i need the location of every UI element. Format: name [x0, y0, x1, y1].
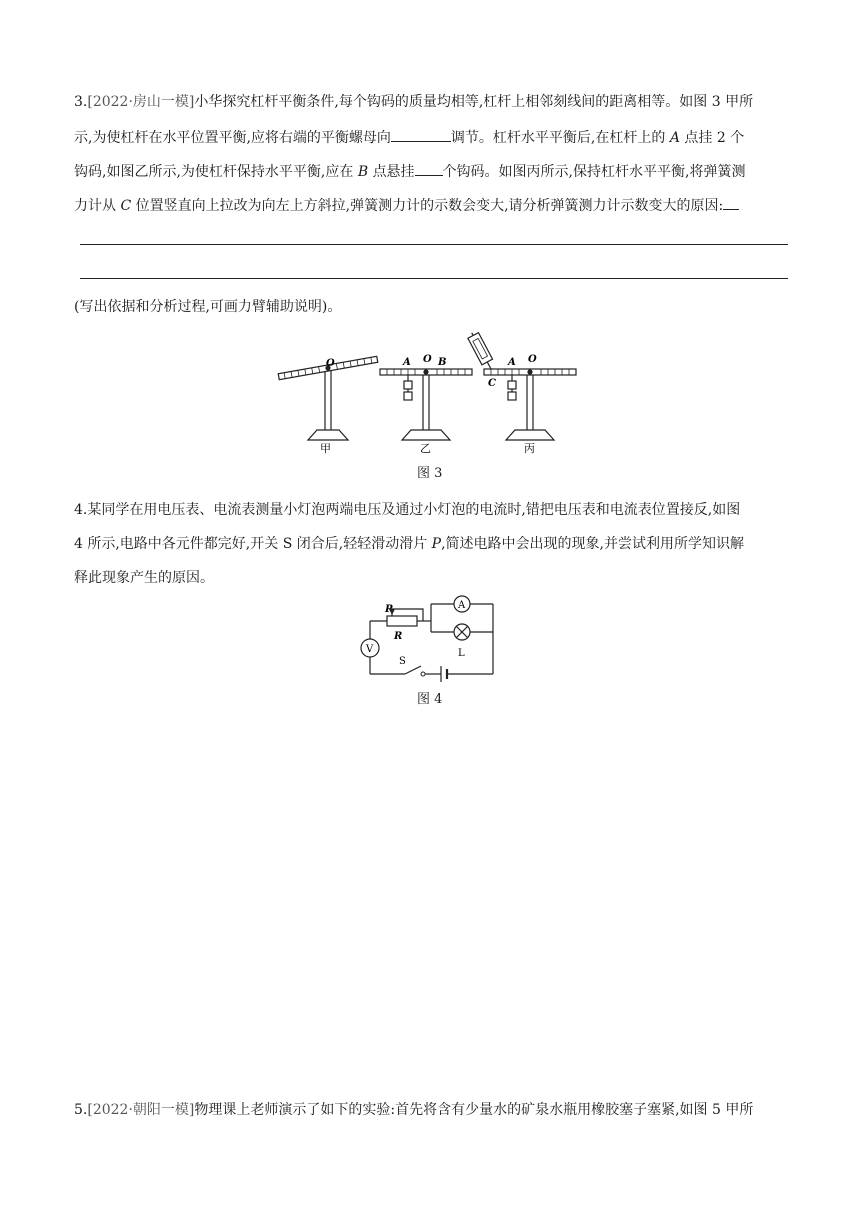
fig4-label-p: P — [385, 604, 393, 615]
q3-line-1 — [74, 92, 753, 112]
q3-var-a: A — [669, 130, 680, 146]
q3-var-b: B — [357, 164, 369, 180]
q3-line-2 — [74, 126, 744, 148]
q3-text-4b: 位置竖直向上拉改为向左上方斜拉,弹簧测力计的示数会变大,请分析弹簧测力计示数变大的原因: — [135, 198, 724, 214]
fig3-bing-label-c: C — [488, 378, 496, 389]
q5-source: [2022·朝阳一模] — [87, 1102, 195, 1118]
lever-bing — [466, 330, 576, 440]
fig3-jia-label-o: O — [326, 358, 335, 369]
q4-var-p: P — [431, 536, 442, 552]
q3-answer-line-1[interactable] — [80, 244, 788, 245]
figure-3 — [270, 328, 590, 456]
q3-blank-direction[interactable] — [391, 126, 451, 142]
q3-text-1: 小华探究杠杆平衡条件,每个钩码的质量均相等,杠杆上相邻刻线间的距离相等。如图 3 甲所 — [194, 94, 754, 110]
q3-text-4a: 力计从 — [74, 198, 116, 214]
q3-line-3 — [74, 160, 745, 182]
q3-line-4 — [74, 194, 739, 216]
q3-text-2b: 调节。杠杆水平平衡后,在杠杆上的 — [450, 130, 666, 146]
q3-text-2a: 示,为使杠杆在水平位置平衡,应将右端的平衡螺母向 — [74, 130, 391, 146]
q4-line-3: 释此现象产生的原因。 — [74, 570, 214, 586]
fig3-bing-label-o: O — [528, 354, 537, 365]
q3-answer-line-2[interactable] — [80, 278, 788, 279]
fig3-sub-jia: 甲 — [320, 442, 331, 455]
fig3-yi-label-a: A — [403, 357, 411, 368]
fig4-label-a: A — [458, 600, 466, 611]
q3-text-3b: 点悬挂 — [372, 164, 415, 180]
q3-blank-count[interactable] — [415, 160, 443, 176]
q5-text-1: 物理课上老师演示了如下的实验:首先将含有少量水的矿泉水瓶用橡胶塞子塞紧,如图 5 甲所 — [194, 1102, 754, 1118]
fig3-sub-yi: 乙 — [420, 442, 431, 455]
q3-number: 3. — [74, 94, 88, 110]
q3-note: (写出依据和分析过程,可画力臂辅助说明)。 — [74, 299, 342, 315]
q3-var-c: C — [120, 198, 132, 214]
fig4-label-s: S — [399, 656, 406, 667]
fig3-bing-label-a: A — [508, 357, 516, 368]
figure-3-caption: 图 3 — [417, 466, 443, 481]
fig3-sub-bing: 丙 — [524, 442, 535, 455]
figure-4-caption: 图 4 — [417, 692, 443, 707]
fig3-yi-label-o: O — [423, 354, 432, 365]
q4-text-2b: ,简述电路中会出现的现象,并尝试利用所学知识解 — [441, 536, 744, 552]
q5-line-1 — [74, 1100, 753, 1120]
q3-text-3c: 个钩码。如图丙所示,保持杠杆水平平衡,将弹簧测 — [442, 164, 746, 180]
q4-text-2a: 4 所示,电路中各元件都完好,开关 S 闭合后,轻轻滑动滑片 — [74, 536, 428, 552]
fig4-label-r: R — [394, 631, 403, 642]
q4-line-1: 4.某同学在用电压表、电流表测量小灯泡两端电压及通过小灯泡的电流时,错把电压表和电流表位置接反,如图 — [74, 502, 741, 518]
q4-line-2 — [74, 534, 744, 554]
lever-yi — [380, 369, 472, 440]
q3-text-2c: 点挂 2 个 — [684, 130, 745, 146]
figure-4 — [355, 592, 505, 682]
q3-blank-reason-start[interactable] — [723, 194, 739, 210]
q5-number: 5. — [74, 1102, 88, 1118]
fig4-label-l: L — [458, 648, 465, 659]
fig3-yi-label-b: B — [438, 357, 447, 368]
q3-source: [2022·房山一模] — [87, 94, 195, 110]
q3-text-3a: 钩码,如图乙所示,为使杠杆保持水平平衡,应在 — [74, 164, 354, 180]
fig4-label-v: V — [366, 644, 374, 655]
